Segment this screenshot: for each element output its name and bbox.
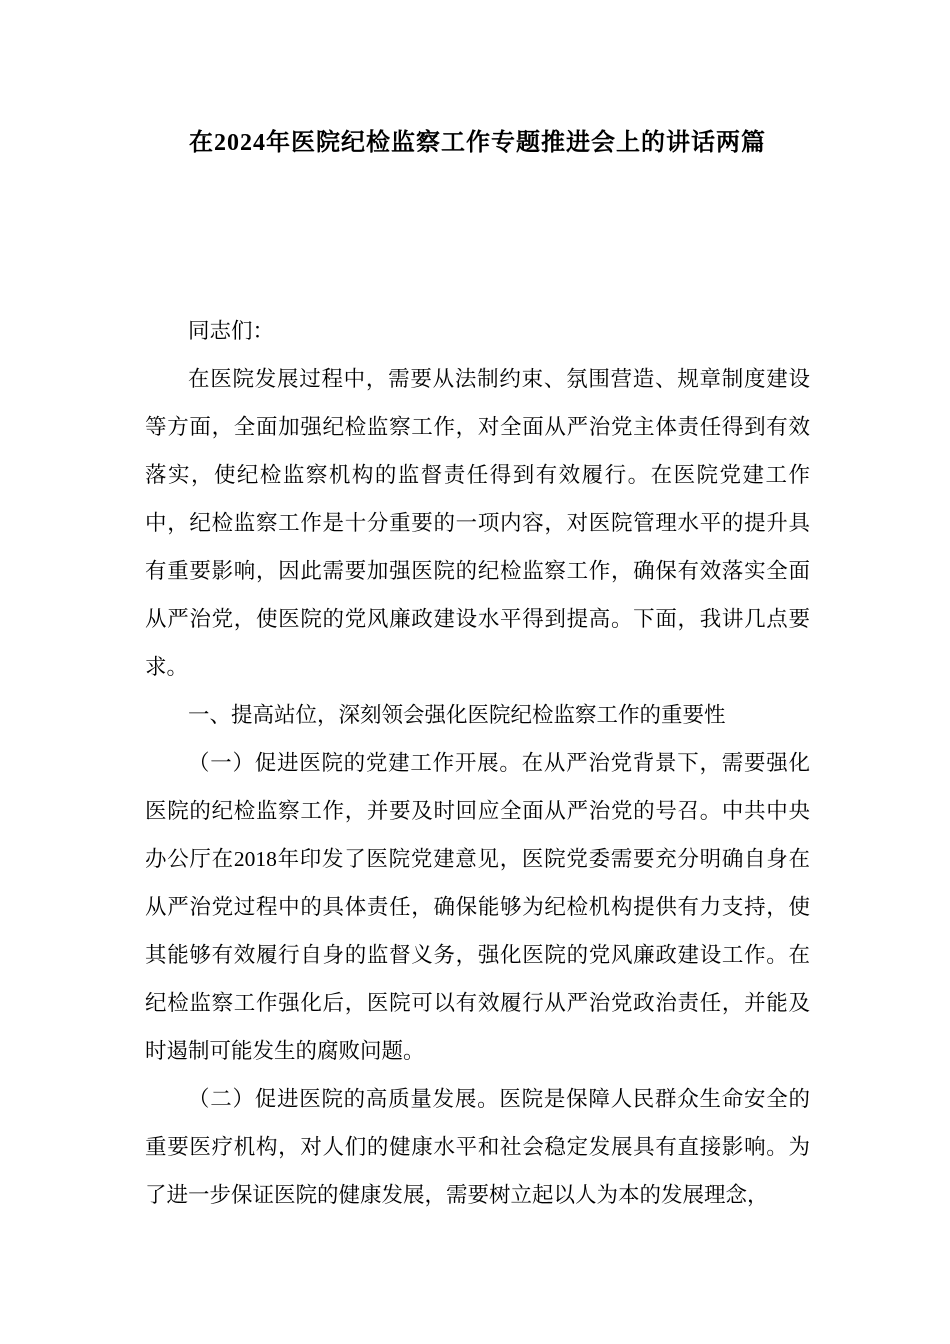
paragraph-point-two: （二）促进医院的高质量发展。医院是保障人民群众生命安全的重要医疗机构，对人们的健康水平和社会稳定发展具有直接影响。为了进一步保证医院的健康发展，需要树立起以人为本的发展理念， bbox=[145, 1087, 810, 1208]
paragraph-point-one: （一）促进医院的党建工作开展。在从严治党背景下，需要强化医院的纪检监察工作，并要及时回应全面从严治党的号召。中共中央办公厅在2018年印发了医院党建意见，医院党委需要充分明确自身在从严治党过程中的具体责任，确保能够为纪检机构提供有力支持，使其能够有效履行自身的监督义务，强化医院的党风廉政建设工作。在纪检监察工作强化后，医院可以有效履行从严治党政治责任，并能及时遏制可能发生的腐败问题。 bbox=[145, 751, 810, 1064]
document-body bbox=[145, 307, 810, 1219]
paragraph-intro: 在医院发展过程中，需要从法制约束、氛围营造、规章制度建设等方面，全面加强纪检监察工作，对全面从严治党主体责任得到有效落实，使纪检监察机构的监督责任得到有效履行。在医院党建工作中，纪检监察工作是十分重要的一项内容，对医院管理水平的提升具有重要影响，因此需要加强医院的纪检监察工作，确保有效落实全面从严治党，使医院的党风廉政建设水平得到提高。下面，我讲几点要求。 bbox=[145, 367, 810, 680]
paragraph-section-heading: 一、提高站位，深刻领会强化医院纪检监察工作的重要性 bbox=[188, 703, 726, 728]
paragraph-salutation: 同志们： bbox=[188, 319, 275, 344]
document-title: 在2024年医院纪检监察工作专题推进会上的讲话两篇 bbox=[189, 130, 766, 156]
